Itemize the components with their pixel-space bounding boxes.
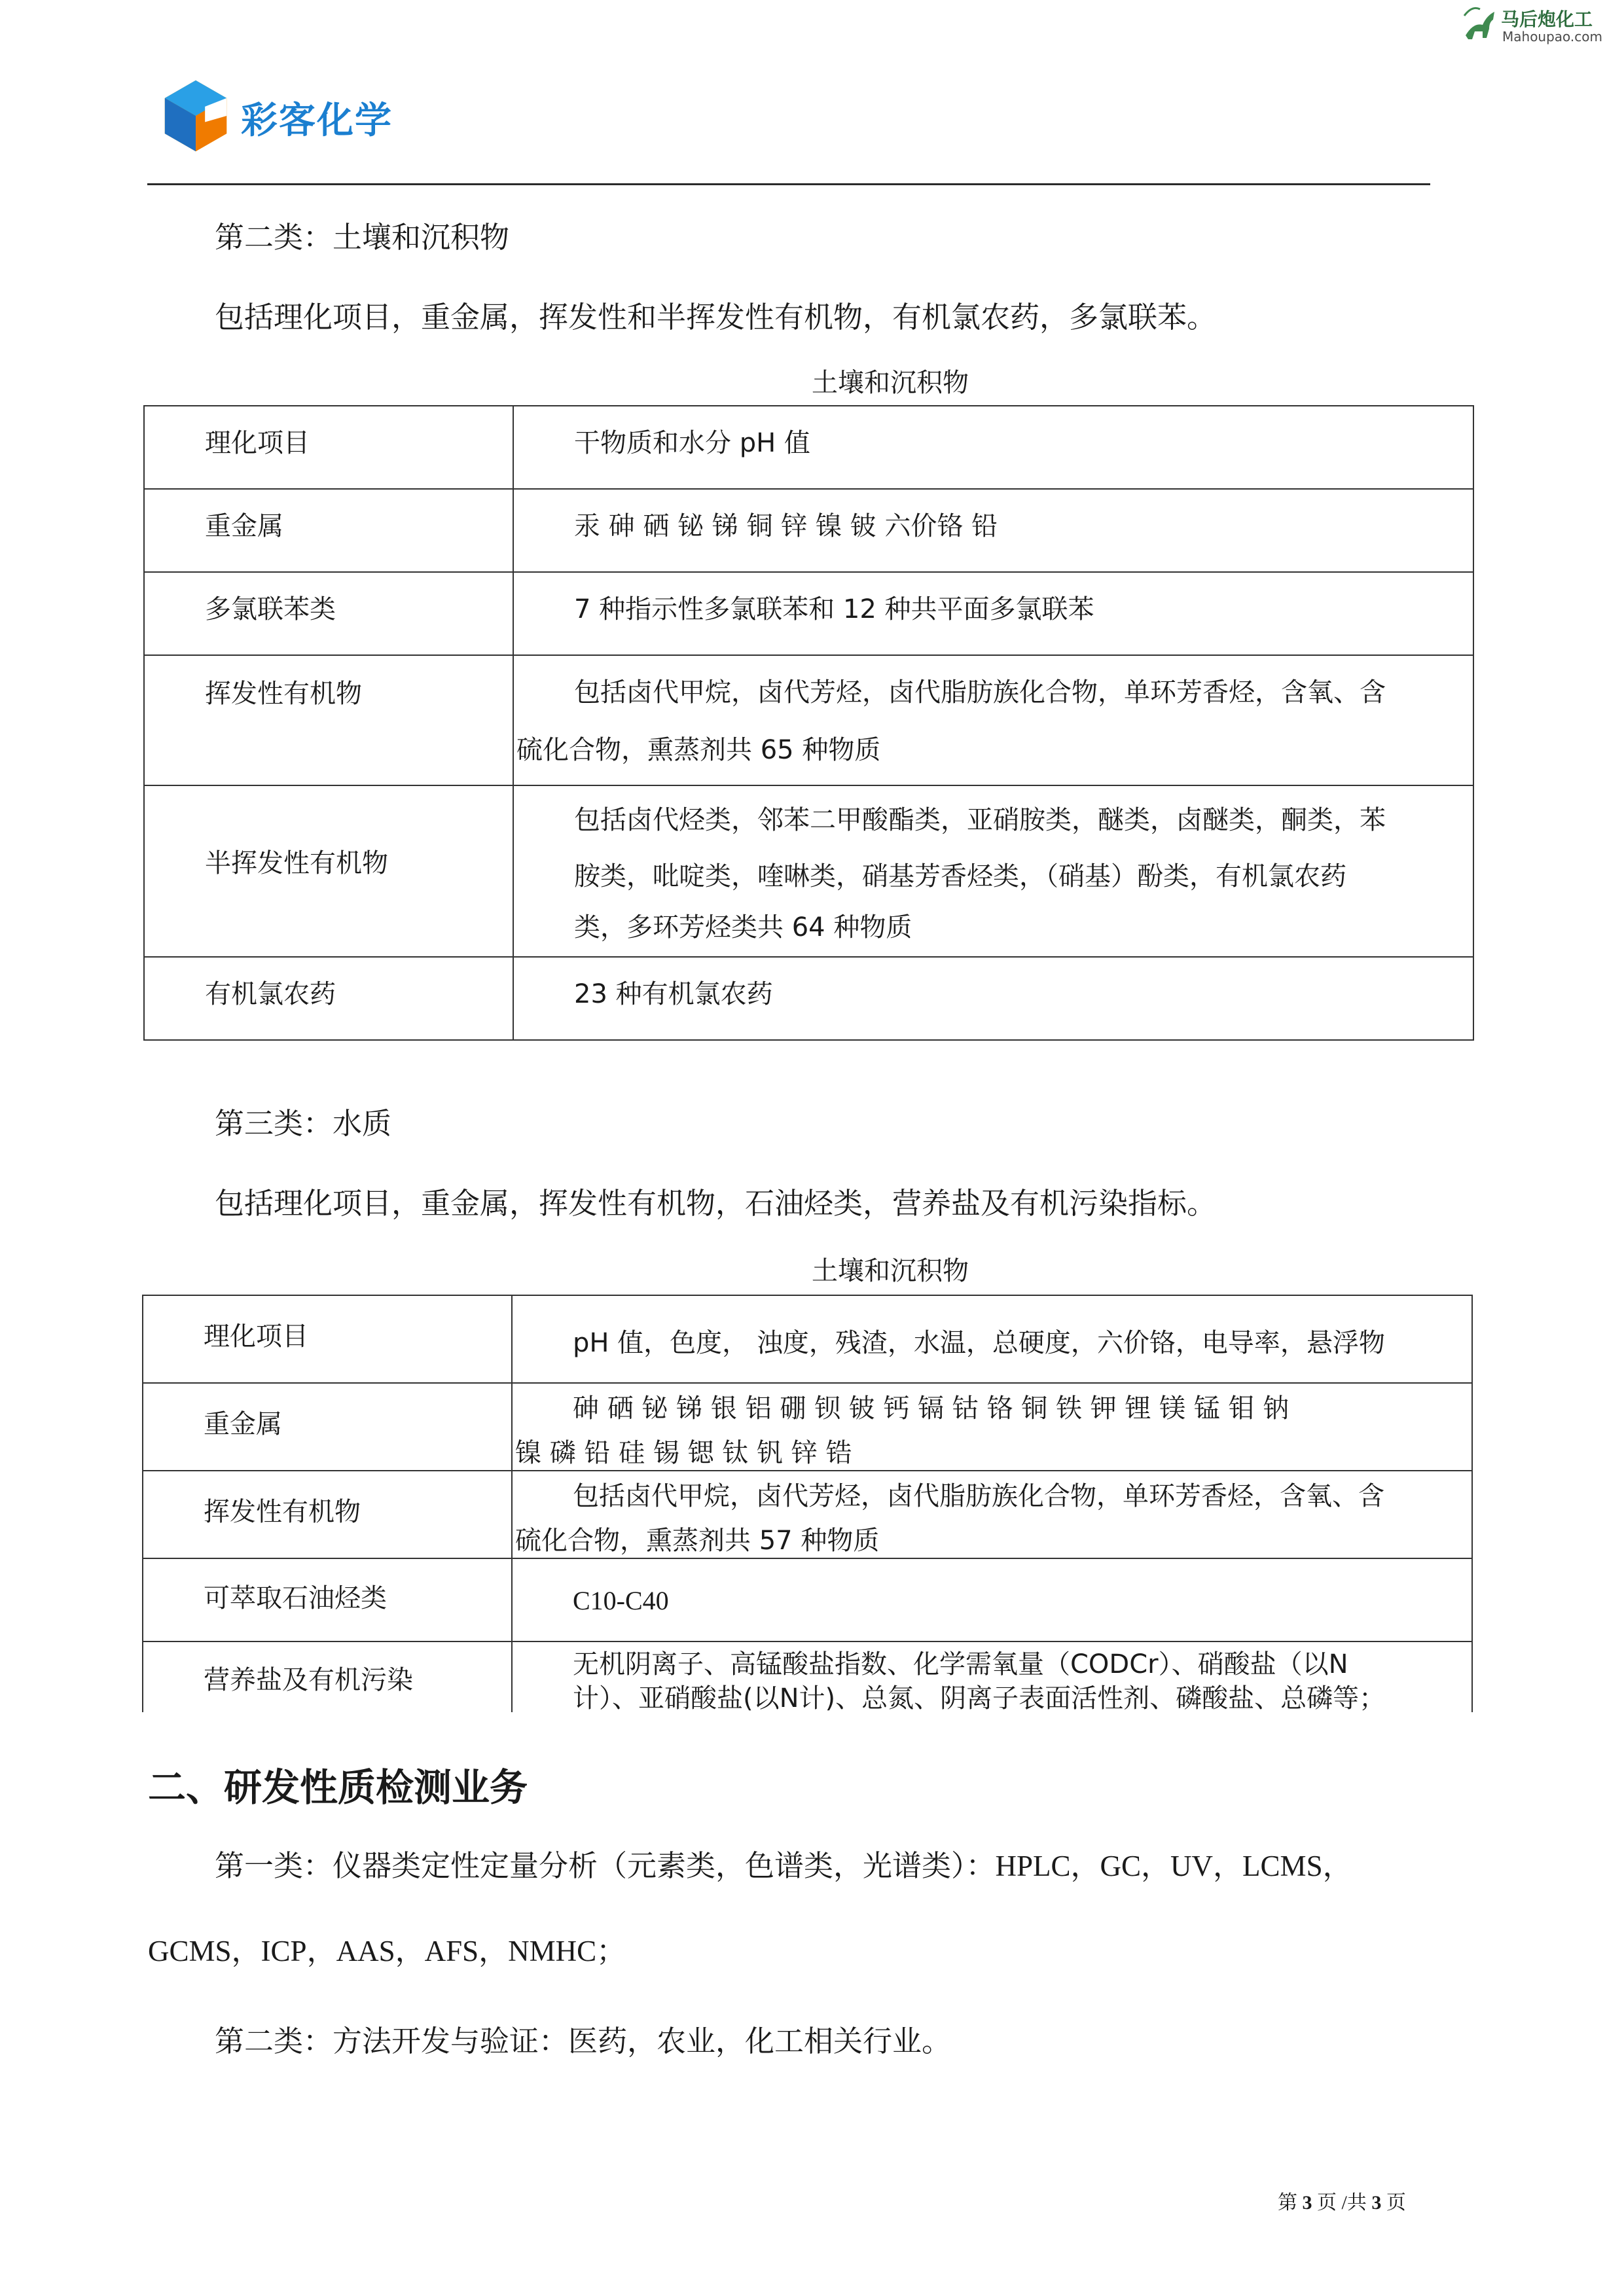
table-row bbox=[144, 489, 1473, 572]
table-row bbox=[143, 1295, 1472, 1383]
table-cell-value: 23 种有机氯农药 bbox=[513, 957, 1473, 1040]
water-table bbox=[142, 1295, 1473, 1712]
watermark-subtitle: Mahoupao.com bbox=[1502, 29, 1603, 45]
table-row bbox=[144, 655, 1473, 785]
table-cell-value: 7 种指示性多氯联苯和 12 种共平面多氯联苯 bbox=[513, 572, 1473, 655]
table-cell-label: 有机氯农药 bbox=[144, 957, 513, 1040]
table-cell-label: 挥发性有机物 bbox=[144, 655, 513, 785]
table-cell-label: 重金属 bbox=[143, 1383, 512, 1471]
table-row bbox=[144, 957, 1473, 1040]
table-cell-value: 干物质和水分 pH 值 bbox=[513, 406, 1473, 489]
table-cell-label: 挥发性有机物 bbox=[143, 1471, 512, 1558]
table-row bbox=[143, 1383, 1472, 1471]
table-cell-label: 多氯联苯类 bbox=[144, 572, 513, 655]
table-cell-value: 包括卤代烃类，邻苯二甲酸酯类，亚硝胺类，醚类，卤醚类，酮类，苯 胺类，吡啶类，喹啉类，硝基芳香烃类，（硝基）酚类，有机氯农药 类，多环芳烃类共 64 种物质 bbox=[513, 785, 1473, 957]
table-cell-value: pH 值，色度， 浊度，残渣，水温，总硬度，六价铬，电导率，悬浮物 bbox=[512, 1295, 1472, 1383]
table-cell-value: 砷 硒 铋 锑 银 铝 硼 钡 铍 钙 镉 钴 铬 铜 铁 钾 锂 镁 锰 钼 钠 镍 磷 铅 硅 锡 锶 钛 钒 锌 锆 bbox=[512, 1383, 1472, 1471]
table-cell-label: 半挥发性有机物 bbox=[144, 785, 513, 957]
table-cell-value: 包括卤代甲烷，卤代芳烃，卤代脂肪族化合物，单环芳香烃，含氧、含 硫化合物，熏蒸剂共 65 种物质 bbox=[513, 655, 1473, 785]
table-row bbox=[144, 785, 1473, 957]
table-cell-label: 重金属 bbox=[144, 489, 513, 572]
rd-line-1: 第一类：仪器类定性定量分析（元素类，色谱类，光谱类）：HPLC，GC，UV，LCMS， bbox=[215, 1848, 1352, 1883]
soil-heading: 第二类：土壤和沉积物 bbox=[215, 220, 510, 255]
table-row bbox=[144, 406, 1473, 489]
table-cell-value: 包括卤代甲烷，卤代芳烃，卤代脂肪族化合物，单环芳香烃，含氧、含 硫化合物，熏蒸剂共 57 种物质 bbox=[512, 1471, 1472, 1558]
company-logo-text: 彩客化学 bbox=[241, 99, 393, 142]
company-logo-icon bbox=[157, 77, 234, 154]
table-row bbox=[143, 1641, 1472, 1712]
table-cell-label: 理化项目 bbox=[143, 1295, 512, 1383]
table-row bbox=[143, 1558, 1472, 1641]
table-cell-label: 营养盐及有机污染 bbox=[143, 1641, 512, 1712]
soil-table-caption: 土壤和沉积物 bbox=[812, 368, 969, 398]
header-divider bbox=[147, 183, 1430, 185]
table-cell-value: 汞 砷 硒 铋 锑 铜 锌 镍 铍 六价铬 铅 bbox=[513, 489, 1473, 572]
rd-line-2: GCMS，ICP，AAS，AFS，NMHC； bbox=[148, 1935, 626, 1967]
soil-intro: 包括理化项目，重金属，挥发性和半挥发性有机物，有机氯农药，多氯联苯。 bbox=[215, 300, 1217, 334]
water-table-caption: 土壤和沉积物 bbox=[812, 1256, 969, 1286]
soil-table bbox=[143, 405, 1474, 1041]
table-cell-label: 理化项目 bbox=[144, 406, 513, 489]
rd-line-3: 第二类：方法开发与验证：医药，农业，化工相关行业。 bbox=[215, 2024, 952, 2058]
water-intro: 包括理化项目，重金属，挥发性有机物，石油烃类，营养盐及有机污染指标。 bbox=[215, 1186, 1217, 1221]
water-heading: 第三类：水质 bbox=[215, 1106, 392, 1141]
page-number: 第 3 页 /共 3 页 bbox=[1278, 2192, 1406, 2214]
table-cell-value: C10-C40 bbox=[512, 1558, 1472, 1641]
rd-section-heading: 二、研发性质检测业务 bbox=[148, 1765, 528, 1810]
watermark-horse-icon bbox=[1460, 3, 1500, 43]
table-cell-value: 无机阴离子、高锰酸盐指数、化学需氧量（CODCr）、硝酸盐（以N 计）、亚硝酸盐(以N计)、总氮、阴离子表面活性剂、磷酸盐、总磷等； bbox=[512, 1641, 1472, 1712]
table-row bbox=[143, 1471, 1472, 1558]
watermark bbox=[1460, 3, 1617, 48]
watermark-title: 马后炮化工 bbox=[1501, 9, 1593, 30]
table-cell-label: 可萃取石油烃类 bbox=[143, 1558, 512, 1641]
table-row bbox=[144, 572, 1473, 655]
